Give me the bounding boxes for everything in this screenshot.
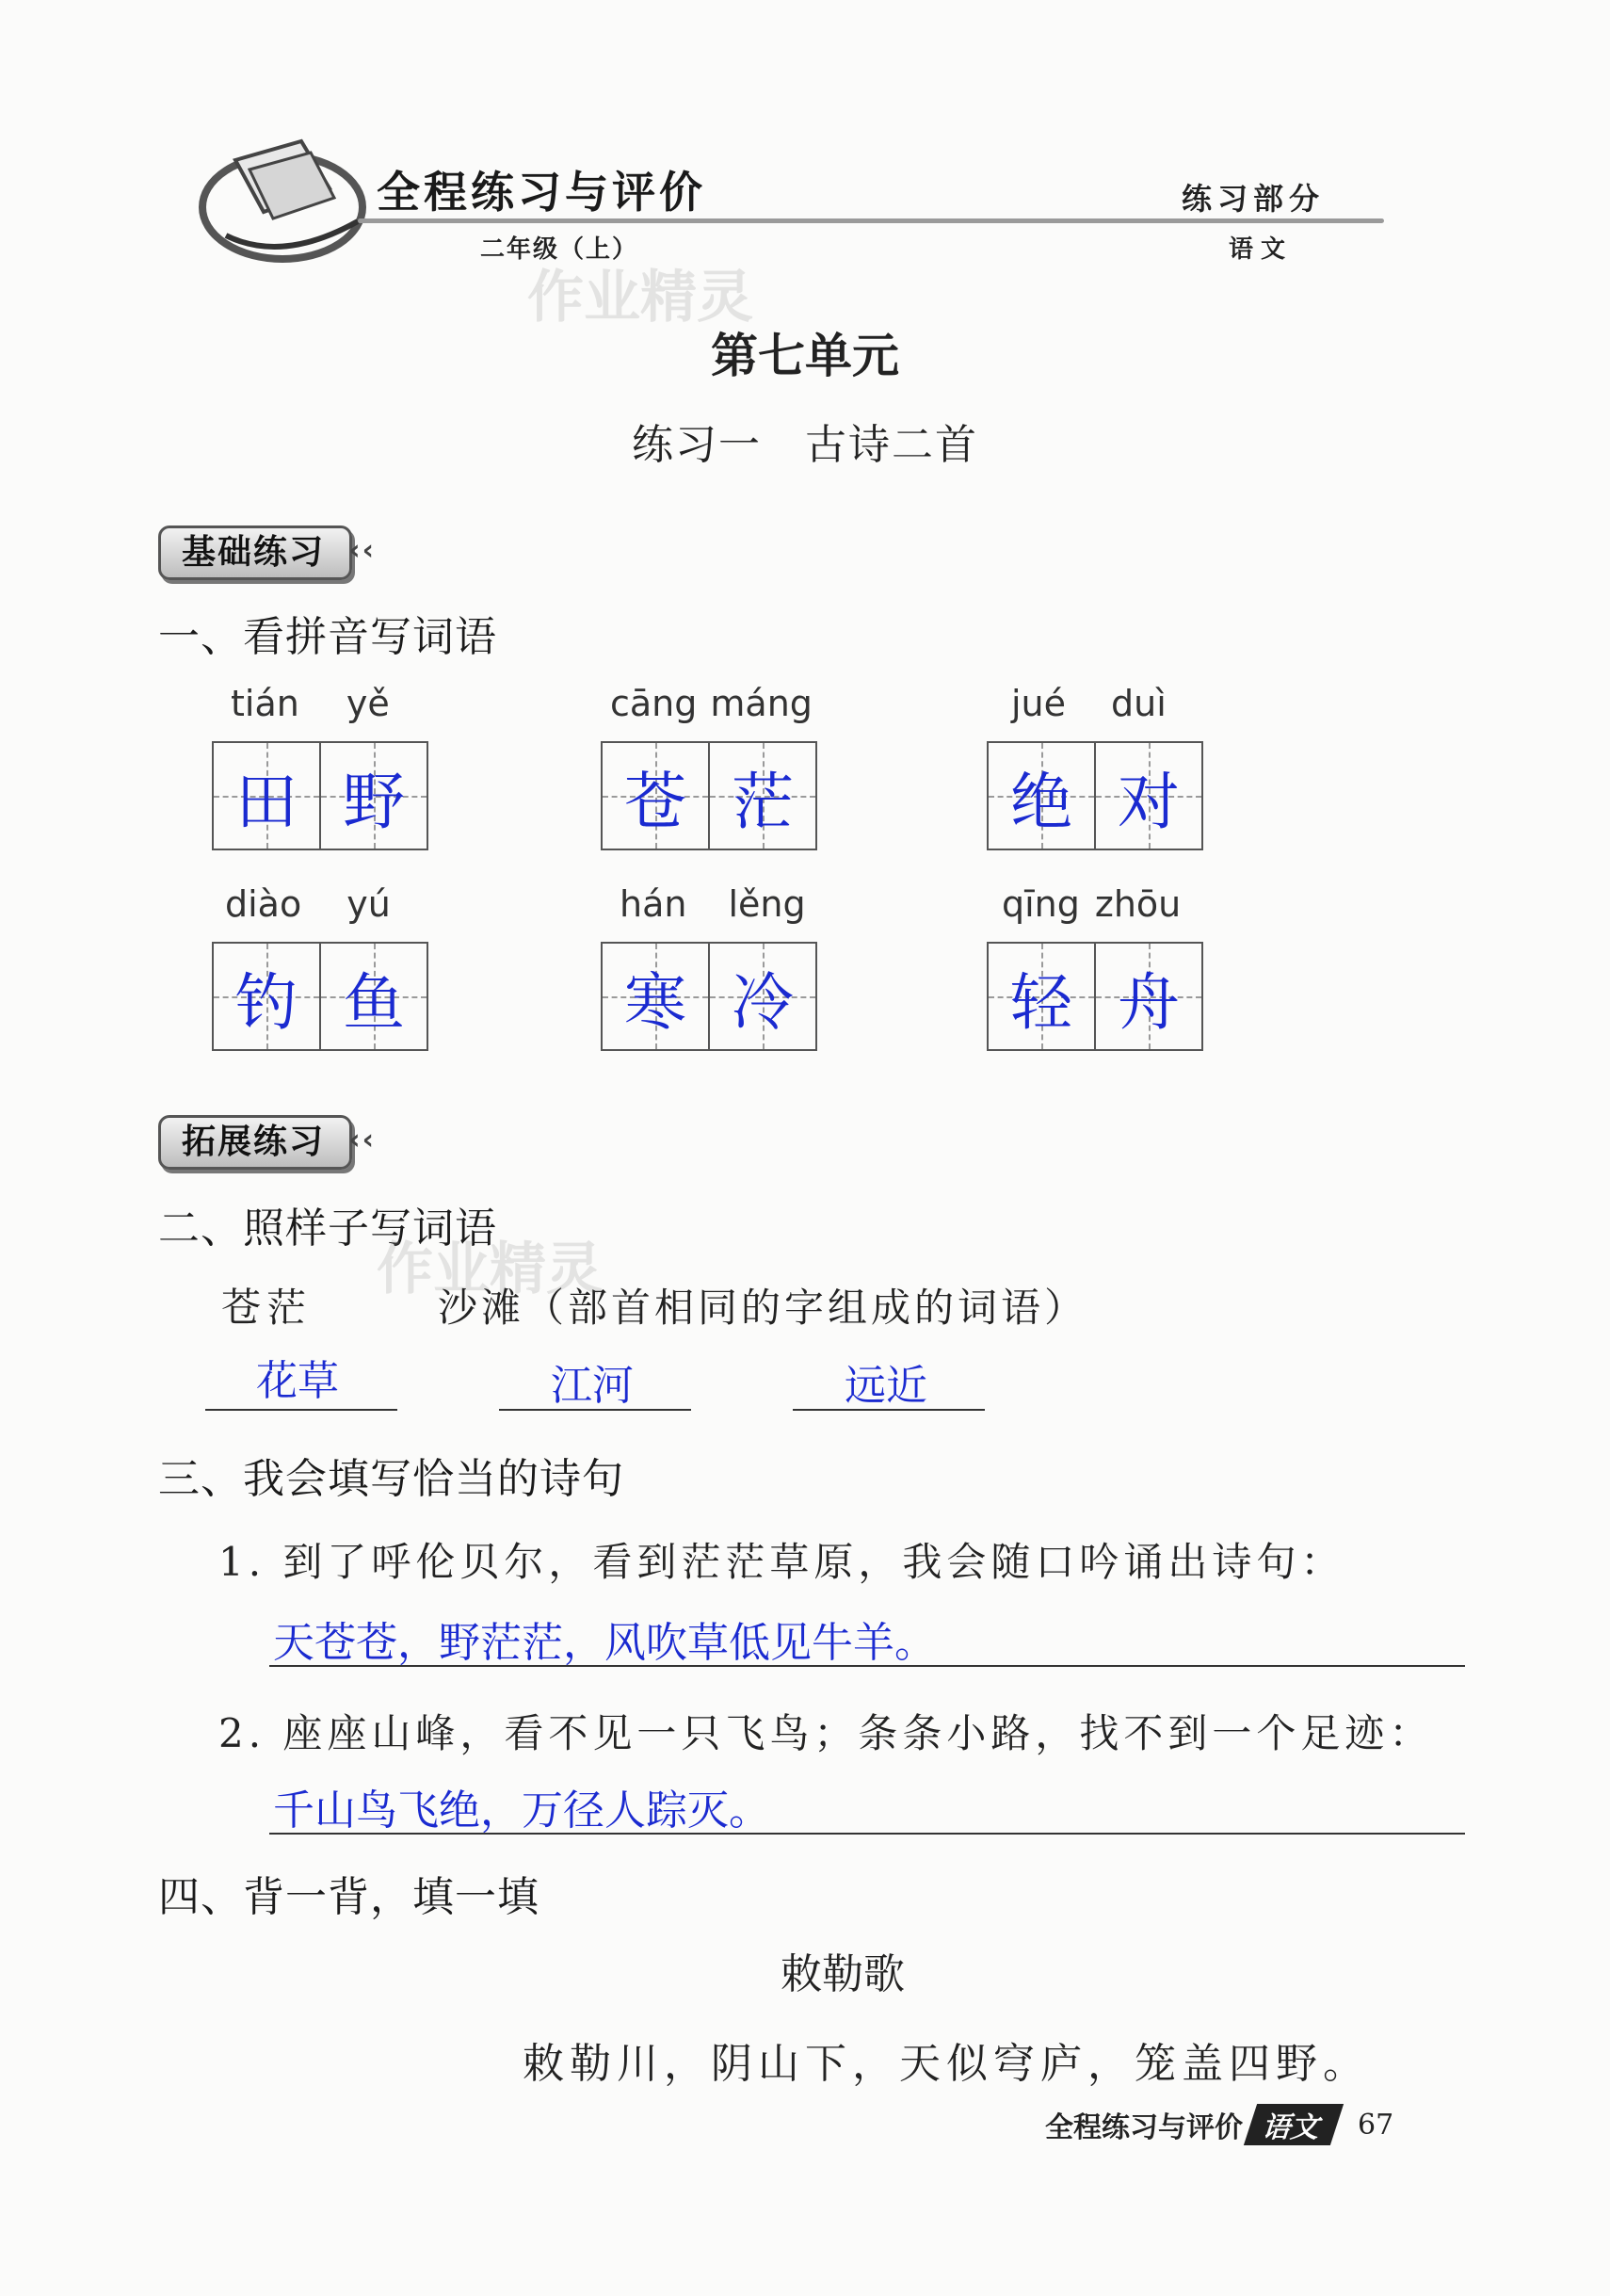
word-box-1 bbox=[212, 683, 428, 850]
watermark: 作业精灵 bbox=[527, 265, 753, 331]
answer-cell[interactable]: 对 bbox=[1096, 741, 1203, 850]
book-logo-icon bbox=[198, 132, 367, 264]
unit-title: 第七单元 bbox=[711, 329, 899, 383]
example-word: 苍茫 bbox=[221, 1285, 313, 1331]
header-title: 全程练习与评价 bbox=[377, 167, 706, 218]
answer-cell[interactable]: 冷 bbox=[710, 942, 817, 1051]
word-box-2 bbox=[601, 683, 817, 850]
answer-cell[interactable]: 鱼 bbox=[321, 942, 428, 1051]
pinyin: duì bbox=[1111, 683, 1167, 724]
answer-word: 江河 bbox=[551, 1362, 634, 1410]
answer-line[interactable] bbox=[793, 1409, 985, 1411]
answer-cell[interactable]: 野 bbox=[321, 741, 428, 850]
poem-title: 敕勒歌 bbox=[781, 1950, 905, 1998]
pinyin: máng bbox=[710, 683, 813, 724]
section-badge-extend: 拓展练习 ‹‹ bbox=[158, 1115, 352, 1170]
pinyin: cāng bbox=[610, 683, 698, 724]
word-box-5 bbox=[601, 883, 817, 1051]
footer bbox=[1045, 2104, 1393, 2145]
answer-cell[interactable]: 苍 bbox=[601, 741, 710, 850]
pinyin: tián bbox=[231, 683, 299, 724]
pinyin: jué bbox=[1011, 683, 1067, 724]
answer-word: 远近 bbox=[845, 1362, 927, 1410]
answer-cell[interactable]: 舟 bbox=[1096, 942, 1203, 1051]
footer-title: 全程练习与评价 bbox=[1045, 2111, 1243, 2144]
header-divider bbox=[358, 218, 1384, 223]
header-grade: 二年级（上） bbox=[480, 235, 639, 264]
watermark: 作业精灵 bbox=[377, 1237, 603, 1302]
q3-answer-2: 千山鸟飞绝，万径人踪灭。 bbox=[273, 1787, 770, 1835]
pinyin: qīng bbox=[1002, 883, 1080, 925]
word-box-4 bbox=[212, 883, 428, 1051]
header-part: 练习部分 bbox=[1182, 181, 1326, 217]
answer-cell[interactable]: 绝 bbox=[987, 741, 1096, 850]
page-number: 67 bbox=[1358, 2108, 1394, 2142]
question-4-title: 四、背一背，填一填 bbox=[158, 1873, 539, 1921]
question-2-title: 二、照样子写词语 bbox=[158, 1205, 497, 1253]
pinyin: diào bbox=[225, 883, 302, 925]
answer-cell[interactable]: 田 bbox=[212, 741, 321, 850]
poem-line: 敕勒川，阴山下，天似穹庐，笼盖四野。 bbox=[523, 2040, 1370, 2088]
footer-subject-tag: 语文 bbox=[1244, 2104, 1344, 2145]
pinyin: yě bbox=[346, 683, 390, 724]
answer-cell[interactable]: 钓 bbox=[212, 942, 321, 1051]
q3-answer-1: 天苍苍，野茫茫，风吹草低见牛羊。 bbox=[273, 1619, 936, 1667]
answer-line[interactable] bbox=[205, 1409, 397, 1411]
word-box-6 bbox=[987, 883, 1203, 1051]
pinyin: hán bbox=[620, 883, 687, 925]
question-1-title: 一、看拼音写词语 bbox=[158, 613, 497, 661]
answer-word: 花草 bbox=[256, 1357, 339, 1405]
answer-cell[interactable]: 茫 bbox=[710, 741, 817, 850]
answer-line[interactable] bbox=[269, 1833, 1465, 1835]
answer-line[interactable] bbox=[269, 1665, 1465, 1667]
pinyin: lěng bbox=[728, 883, 806, 925]
q3-prompt-1: 1. 到了呼伦贝尔，看到茫茫草原，我会随口吟诵出诗句： bbox=[218, 1539, 1345, 1585]
header-subject: 语文 bbox=[1229, 235, 1294, 264]
question-3-title: 三、我会填写恰当的诗句 bbox=[158, 1455, 624, 1503]
lesson-title: 练习一 古诗二首 bbox=[632, 421, 978, 469]
section-badge-basic: 基础练习 ‹‹ bbox=[158, 525, 352, 580]
pinyin: zhōu bbox=[1094, 883, 1182, 925]
answer-cell[interactable]: 寒 bbox=[601, 942, 710, 1051]
answer-cell[interactable]: 轻 bbox=[987, 942, 1096, 1051]
q3-prompt-2: 2. 座座山峰，看不见一只飞鸟；条条小路，找不到一个足迹： bbox=[218, 1710, 1434, 1756]
example-word-2: 沙滩（部首相同的字组成的词语） bbox=[438, 1285, 1088, 1331]
word-box-3 bbox=[987, 683, 1203, 850]
pinyin: yú bbox=[346, 883, 391, 925]
answer-line[interactable] bbox=[499, 1409, 691, 1411]
